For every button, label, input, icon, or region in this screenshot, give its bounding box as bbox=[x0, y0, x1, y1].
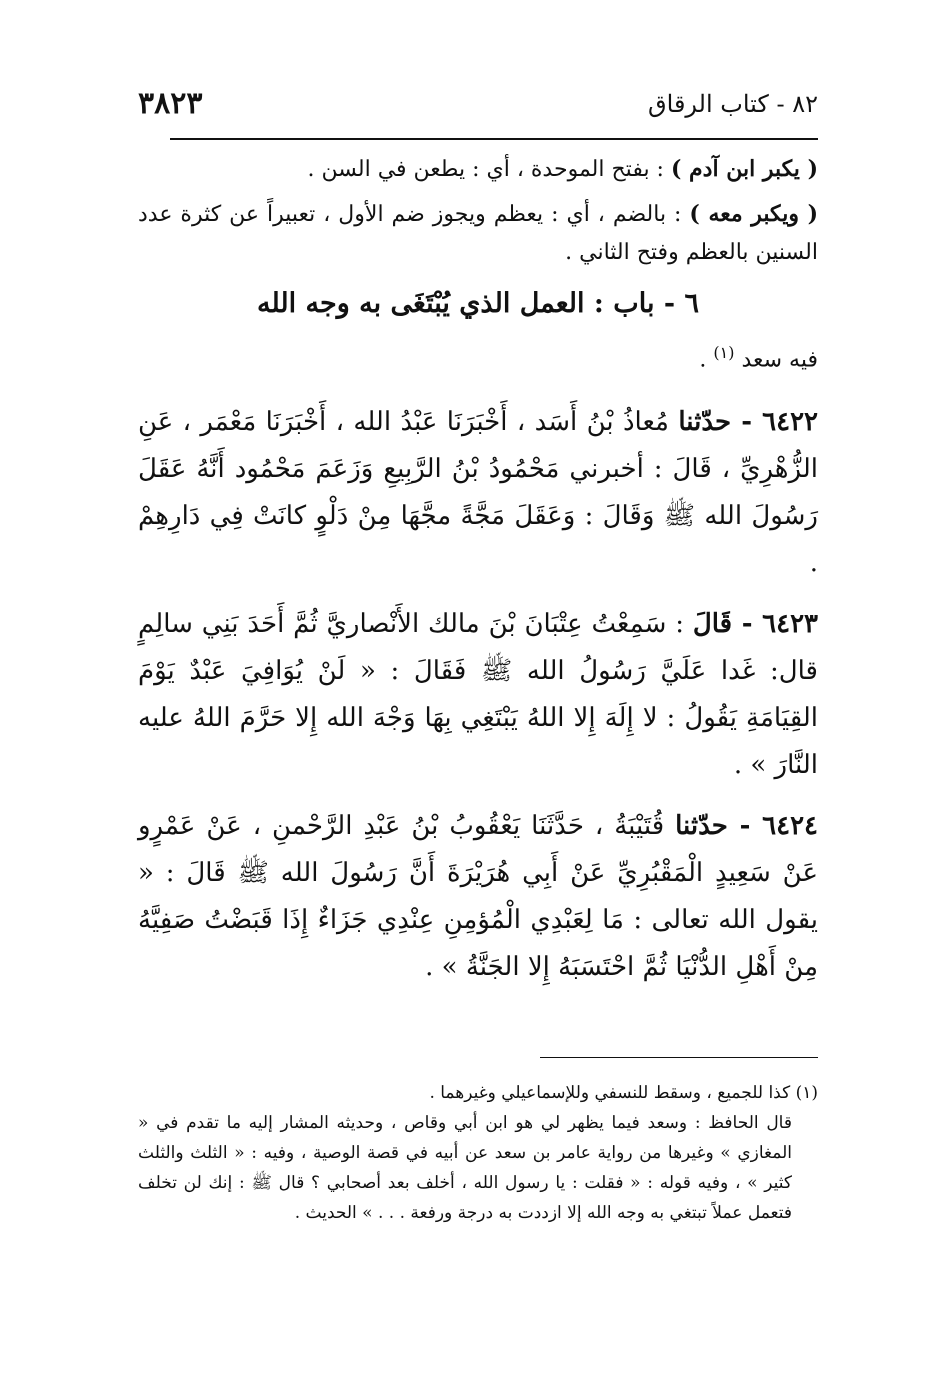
footnote-ref[interactable]: (١) bbox=[713, 343, 735, 362]
chapter-subtext-text: فيه سعد bbox=[741, 347, 818, 373]
hadith-text: مُعاذُ بْنُ أَسَد ، أَخْبَرَنَا عَبْدُ الله ، أَخْبَرَنَا مَعْمَر ، عَنِ الزُّهْرِيِّ ، قَالَ : أخبرني مَحْمُودُ بْنُ الرَّبِيعِ وَزَعَمَ مَحْمُود أَنَّهُ عَقَلَ رَسُولَ الله ﷺ وَقَالَ : وَعَقَلَ مَجَّةً مجَّهَا مِنْ دَلْوٍ كانَتْ فِي دَارِهِمْ . bbox=[138, 407, 818, 579]
note-text: : بفتح الموحدة ، أي : يطعن في السن . bbox=[307, 157, 671, 182]
chapter-subtext bbox=[138, 334, 818, 379]
hadith-number: ٦٤٢٢ bbox=[762, 407, 818, 438]
commentary-note bbox=[138, 195, 818, 272]
commentary-note bbox=[138, 150, 818, 189]
hadith-lead: - حدّثنا bbox=[678, 407, 763, 438]
footnote-divider bbox=[540, 1057, 818, 1058]
footnote-item: (١) كذا للجميع ، وسقط للنسفي وللإسماعيلي وغيرهما . bbox=[429, 1083, 818, 1103]
page-header bbox=[138, 86, 818, 130]
hadith-number: ٦٤٢٤ bbox=[762, 811, 818, 842]
hadith-lead: - قَالَ bbox=[692, 609, 763, 640]
chapter-subtext-end: . bbox=[699, 347, 714, 373]
running-chapter-title: ٨٢ - كتاب الرقاق bbox=[648, 90, 818, 118]
hadith-lead: - حدّثنا bbox=[675, 811, 763, 842]
header-rule bbox=[170, 138, 818, 140]
note-term: ( ويكبر معه ) bbox=[689, 201, 818, 227]
hadith-number: ٦٤٢٣ bbox=[762, 609, 818, 640]
hadith-paragraph bbox=[138, 803, 818, 991]
note-text: : بالضم ، أي : يعظم ويجوز ضم الأول ، تعبيراً عن كثرة عدد السنين بالعظم وفتح الثاني . bbox=[138, 202, 818, 265]
hadith-paragraph bbox=[138, 601, 818, 789]
hadith-text: : سَمِعْتُ عِتْبَانَ بْنَ مالك الأَنْصاريَّ ثُمَّ أَحَدَ بَنِي سالِمٍ قال: غَدا عَلَيَّ رَسُولُ الله ﷺ فَقَالَ : « لَنْ يُوَافِيَ عَبْدٌ يَوْمَ القِيَامَةِ يَقُولُ : لا إِلَهَ إِلا اللهُ يَبْتَغِي بِهَا وَجْهَ الله إِلا حَرَّمَ اللهُ عليه النَّارَ » . bbox=[138, 609, 818, 781]
note-term: ( يكبر ابن آدم ) bbox=[670, 156, 818, 182]
chapter-heading: ٦ - باب : العمل الذي يُبْتَغَى به وجه الله bbox=[257, 288, 699, 319]
footnote-item: قال الحافظ : وسعد فيما يظهر لي هو ابن أبي وقاص ، وحديثه المشار إليه ما تقدم في « المغازي » وغيرها من رواية عامر بن سعد عن أبيه في قصة الوصية ، وفيه : « الثلث والثلث كثير » ، وفيه قوله : « فقلت : يا رسول الله ، أخلف بعد أصحابي ؟ قال ﷺ : إنك لن تخلف فتعمل عملاً تبتغي به وجه الله إلا ازددت به درجة ورفعة . . . » الحديث . bbox=[138, 1113, 792, 1223]
hadith-paragraph bbox=[138, 399, 818, 587]
footnotes bbox=[138, 1078, 818, 1228]
hadith-text: قُتَيْبَةُ ، حَدَّثَنَا يَعْقُوبُ بْنُ عَبْدِ الرَّحْمنِ ، عَنْ عَمْرٍو عَنْ سَعِيدٍ الْمَقْبُرِيِّ عَنْ أَبِي هُرَيْرَةَ أَنَّ رَسُولَ الله ﷺ قَالَ : « يقول الله تعالى : مَا لِعَبْدِي الْمُؤمِنِ عِنْدِي جَزَاءٌ إِذَا قَبَضْتُ صَفِيَّهُ مِنْ أَهْلِ الدُّنْيَا ثُمَّ احْتَسَبَهُ إِلا الجَنَّةُ » . bbox=[138, 811, 818, 983]
main-text bbox=[138, 150, 818, 1005]
page-number: ٣٨٢٣ bbox=[138, 86, 203, 121]
